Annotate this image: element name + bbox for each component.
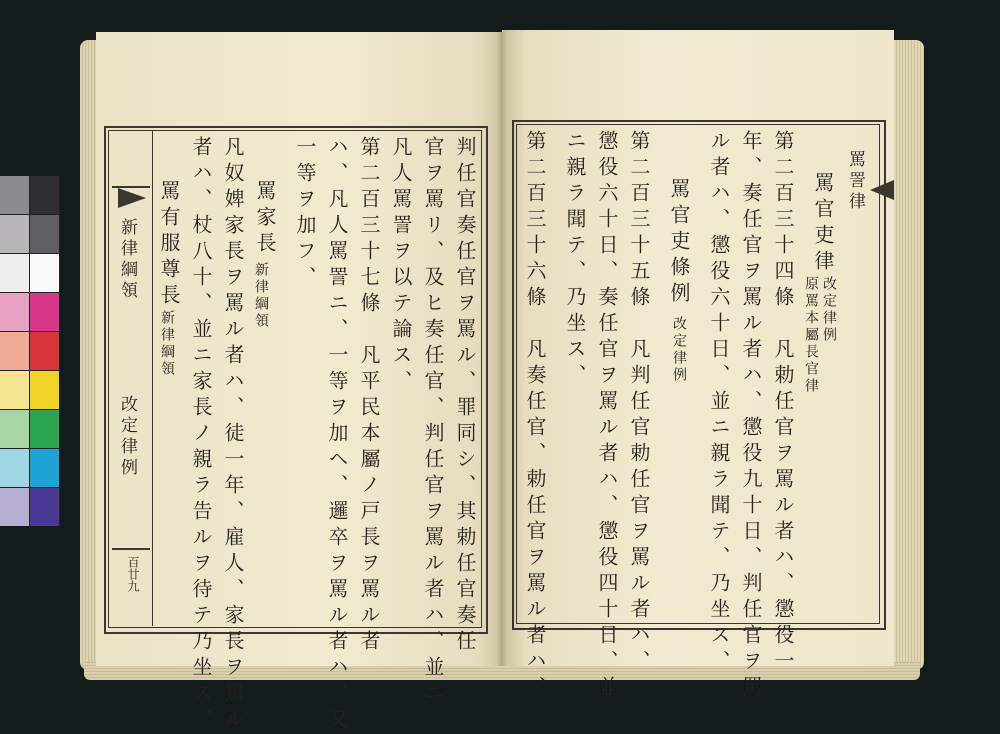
margin-title: 新律綱領 bbox=[117, 218, 137, 302]
color-chip bbox=[0, 254, 29, 292]
folio-number: 百廿九 bbox=[126, 556, 140, 592]
chapter-title: 罵詈律 bbox=[845, 150, 865, 213]
text-column: ル者ハ、懲役六十日、並ニ親ラ聞テ、乃坐ス、 bbox=[707, 130, 731, 676]
inline-note: 新律綱領 bbox=[159, 310, 175, 378]
color-chip bbox=[0, 332, 29, 370]
color-chip bbox=[0, 176, 29, 214]
color-chip bbox=[0, 488, 29, 526]
color-chip bbox=[30, 176, 59, 214]
section-heading: 罵家長 bbox=[253, 180, 277, 258]
color-chip bbox=[30, 449, 59, 487]
color-chip bbox=[30, 254, 59, 292]
fish-tail-mark bbox=[870, 180, 894, 200]
article-heading: 第二百三十四條 凡勅任官ヲ罵ル者ハ、懲役一 bbox=[771, 130, 795, 676]
inline-note: 改定律例 bbox=[821, 276, 837, 344]
color-chip bbox=[0, 410, 29, 448]
color-chip bbox=[30, 410, 59, 448]
inline-note: 改定律例 bbox=[671, 316, 687, 384]
color-chip bbox=[0, 215, 29, 253]
color-chip bbox=[30, 293, 59, 331]
book-gutter bbox=[496, 32, 508, 666]
margin-band-rule bbox=[152, 130, 153, 626]
text-column: 者ハ、杖八十、並ニ家長ノ親ラ告ルヲ待テ乃坐ス、 bbox=[189, 136, 213, 734]
text-column: 凡人罵詈ヲ以テ論ス、 bbox=[389, 136, 413, 396]
section-heading: 罵官吏律 bbox=[811, 172, 835, 276]
section-heading: 罵有服尊長 bbox=[157, 180, 181, 310]
article-heading: 第二百三十六條 凡奏任官、勅任官ヲ罵ル者ハ、 bbox=[523, 130, 547, 702]
inline-note: 原罵本屬長官律 bbox=[803, 276, 819, 395]
inline-note: 新律綱領 bbox=[253, 262, 269, 330]
text-column: ハ、凡人罵詈ニ、一等ヲ加ヘ、邏卒ヲ罵ル者ハ、又 bbox=[325, 136, 349, 734]
text-column: 懲役六十日、奏任官ヲ罵ル者ハ、懲役四十日、並 bbox=[595, 130, 619, 702]
color-checker bbox=[0, 176, 60, 526]
fish-tail-rule bbox=[112, 548, 150, 550]
article-heading: 第二百三十五條 凡判任官勅任官ヲ罵ル者ハ、 bbox=[627, 130, 651, 676]
text-column: 年、奏任官ヲ罵ル者ハ、懲役九十日、判任官ヲ罵 bbox=[739, 130, 763, 702]
color-chip bbox=[0, 371, 29, 409]
color-chip bbox=[30, 371, 59, 409]
article-heading: 第二百三十七條 凡平民本屬ノ戸長ヲ罵ル者 bbox=[357, 136, 381, 656]
color-chip bbox=[30, 215, 59, 253]
color-chip bbox=[0, 449, 29, 487]
section-heading: 罵官吏條例 bbox=[667, 178, 691, 308]
text-column: 凡奴婢家長ヲ罵ル者ハ、徒一年、雇人、家長ヲ罵ル bbox=[221, 136, 245, 734]
text-column: ニ親ラ聞テ、乃坐ス、 bbox=[563, 130, 587, 390]
margin-subtitle: 改定律例 bbox=[117, 395, 137, 479]
color-chip bbox=[30, 488, 59, 526]
text-column: 判任官奏任官ヲ罵ル、罪同シ、其勅任官奏任 bbox=[453, 136, 477, 656]
fish-tail-mark bbox=[118, 188, 146, 208]
color-chip bbox=[30, 332, 59, 370]
text-column: 一等ヲ加フ、 bbox=[293, 136, 317, 292]
color-chip bbox=[0, 293, 29, 331]
text-column: 官ヲ罵リ、及ヒ奏任官、判任官ヲ罵ル者ハ、並ニ bbox=[421, 136, 445, 708]
